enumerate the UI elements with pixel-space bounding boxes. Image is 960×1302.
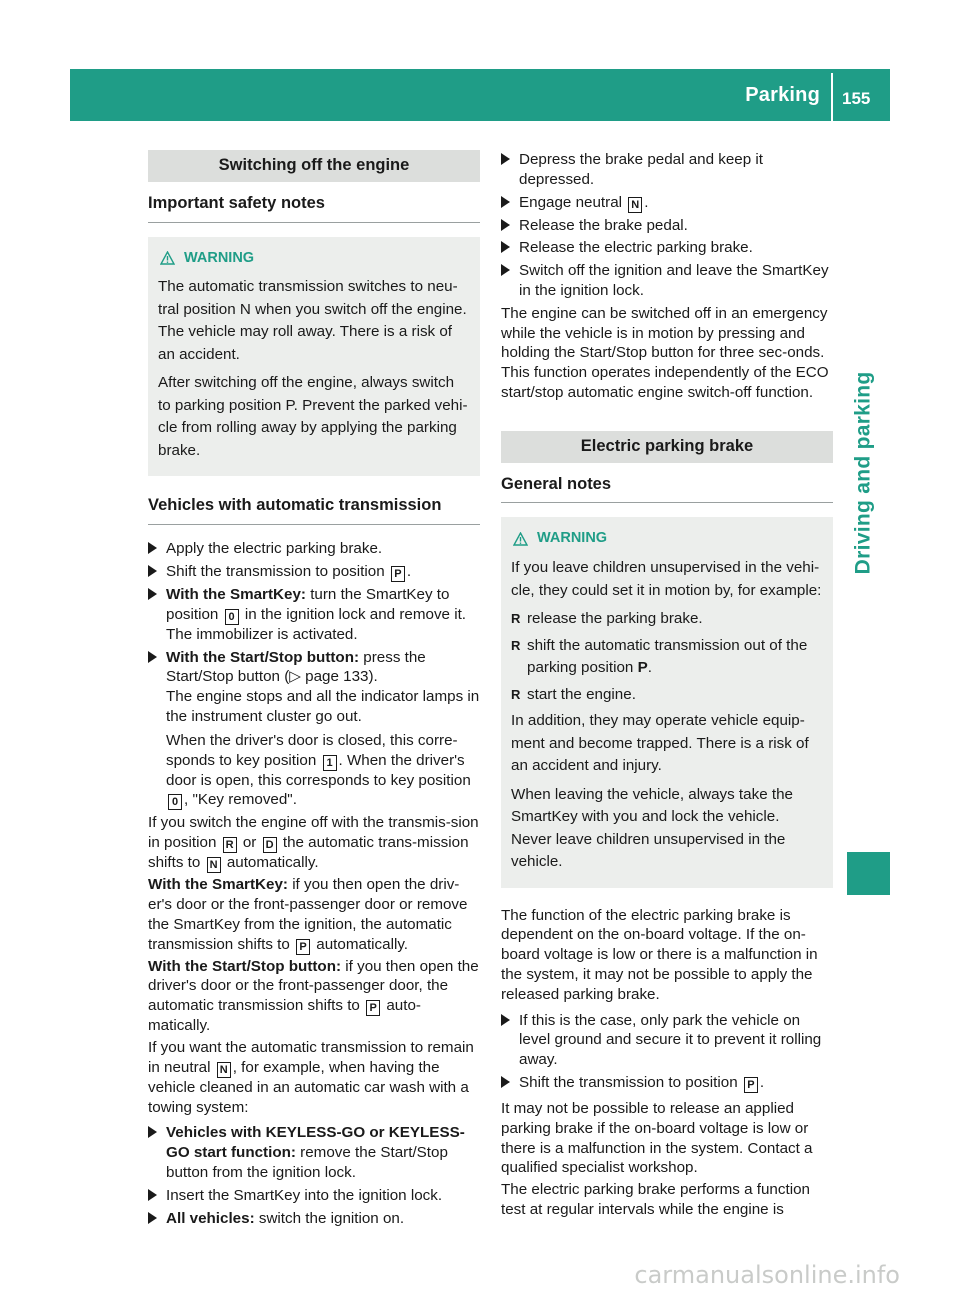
instruction-step: Vehicles with KEYLESS-GO or KEYLESS-GO start function: remove the Start/Stop button from the ignition lock.	[148, 1123, 480, 1182]
instruction-step: All vehicles: switch the ignition on.	[148, 1209, 480, 1229]
subheading-general: General notes	[501, 473, 833, 504]
body-paragraph: With the Start/Stop button: if you then open the driver's door or the front-passenger door, the automatic transmission shifts to P auto-matically.	[148, 957, 479, 1035]
warning-box	[501, 517, 833, 887]
bullet-item: R release the parking brake.	[511, 608, 823, 631]
instruction-step: Insert the SmartKey into the ignition lock.	[148, 1186, 480, 1206]
body-paragraph: With the SmartKey: if you then open the driv-er's door or the front-passenger door or remove the SmartKey from the ignition, the automatic transmission shifts to P automatically.	[148, 876, 468, 953]
instruction-step: With the SmartKey: turn the SmartKey to position 0 in the ignition lock and remove it. The immobilizer is activated.	[148, 585, 480, 645]
subheading-automatic: Vehicles with automatic transmission	[148, 494, 480, 525]
chapter-tab-label: Driving and parking	[851, 371, 875, 575]
key-d-icon: D	[263, 837, 277, 853]
key-p-icon: P	[366, 1000, 380, 1016]
key-1-icon: 1	[323, 755, 337, 771]
key-0-icon: 0	[168, 794, 182, 810]
key-p-icon: P	[296, 939, 310, 955]
warning-icon	[513, 532, 528, 546]
key-r-icon: R	[223, 837, 237, 853]
body-paragraph: If you want the automatic transmission to remain in neutral N , for example, when having the vehicle cleaned in an automatic car wash with a towing system:	[148, 1038, 474, 1116]
warning-box	[148, 237, 480, 477]
right-column	[501, 150, 833, 1222]
chapter-marker	[847, 852, 890, 895]
instruction-step: Engage neutral N .	[501, 193, 833, 213]
warning-icon	[160, 251, 175, 265]
key-p-icon: P	[744, 1077, 758, 1093]
instruction-step: Apply the electric parking brake.	[148, 539, 480, 559]
warning-text: In addition, they may operate vehicle equip-ment and become trapped. There is a risk of an accident and injury.	[511, 712, 809, 775]
instruction-step: Shift the transmission to position P .	[148, 562, 480, 582]
header-divider	[831, 73, 833, 121]
body-paragraph: If you switch the engine off with the transmis-sion in position R or D the automatic trans-mission shifts to N automatically.	[148, 814, 479, 872]
instruction-step: Release the brake pedal.	[501, 216, 833, 236]
key-n-icon: N	[207, 857, 221, 873]
body-paragraph: The electric parking brake performs a function test at regular intervals while the engine is	[501, 1181, 810, 1219]
warning-text: When leaving the vehicle, always take the SmartKey with you and lock the vehicle. Never leave children unsupervised in the vehicle.	[511, 785, 793, 871]
warning-title	[158, 249, 470, 269]
left-column	[148, 150, 480, 1231]
warning-label: WARNING	[184, 249, 255, 266]
body-paragraph: The function of the electric parking brake is dependent on the on-board voltage. If the on-board voltage is low or there is a malfunction in the system, it may not be possible to apply the released parking brake.	[501, 906, 818, 1003]
watermark: carmanualsonline.info	[634, 1261, 900, 1289]
chapter-tab	[848, 308, 878, 638]
section-heading: Switching off the engine	[148, 150, 480, 182]
instruction-step: Depress the brake pedal and keep it depressed.	[501, 150, 833, 190]
warning-text: After switching off the engine, always switch to parking position P. Prevent the parked vehi-cle from rolling away by applying the parking brake.	[158, 374, 468, 459]
key-n-icon: N	[628, 197, 642, 213]
body-paragraph: It may not be possible to release an applied parking brake if the on-board voltage is low or there is a malfunction in the system. Contact a qualified specialist workshop.	[501, 1100, 813, 1177]
instruction-step: If this is the case, only park the vehicle on level ground and secure it to prevent it rolling away.	[501, 1011, 833, 1070]
subheading-safety: Important safety notes	[148, 192, 480, 223]
bullet-item: R shift the automatic transmission out of the parking position P.	[511, 635, 823, 680]
instruction-step: Release the electric parking brake.	[501, 238, 833, 258]
key-p-icon: P	[391, 566, 405, 582]
instruction-step: Shift the transmission to position P .	[501, 1073, 833, 1093]
page-number: 155	[842, 89, 871, 108]
warning-title	[511, 529, 823, 549]
bullet-item: R start the engine.	[511, 684, 823, 707]
instruction-step: With the Start/Stop button: press the Start/Stop button (▷ page 133). The engine stops and all the indicator lamps in the instrument cluster go out. When the driver's door is closed, this corre-sponds to key position 1 . When the driver's door is open, this corresponds to key position 0 , "Key removed".	[148, 648, 480, 811]
key-n-icon: N	[217, 1062, 231, 1078]
section-title: Parking	[745, 84, 820, 106]
warning-text: If you leave children unsupervised in the vehi-cle, they could set it in motion by, for example:	[511, 559, 822, 599]
section-heading: Electric parking brake	[501, 431, 833, 463]
body-paragraph: The engine can be switched off in an emergency while the vehicle is in motion by pressing and holding the Start/Stop button for three sec-onds. This function operates independently of the ECO start/stop automatic engine switch-off function.	[501, 304, 829, 401]
warning-text: The automatic transmission switches to neu-tral position N when you switch off the engine. The vehicle may roll away. There is a risk of an accident.	[158, 278, 467, 363]
key-0-icon: 0	[225, 609, 239, 625]
warning-label: WARNING	[537, 530, 608, 547]
instruction-step: Switch off the ignition and leave the SmartKey in the ignition lock.	[501, 261, 833, 301]
